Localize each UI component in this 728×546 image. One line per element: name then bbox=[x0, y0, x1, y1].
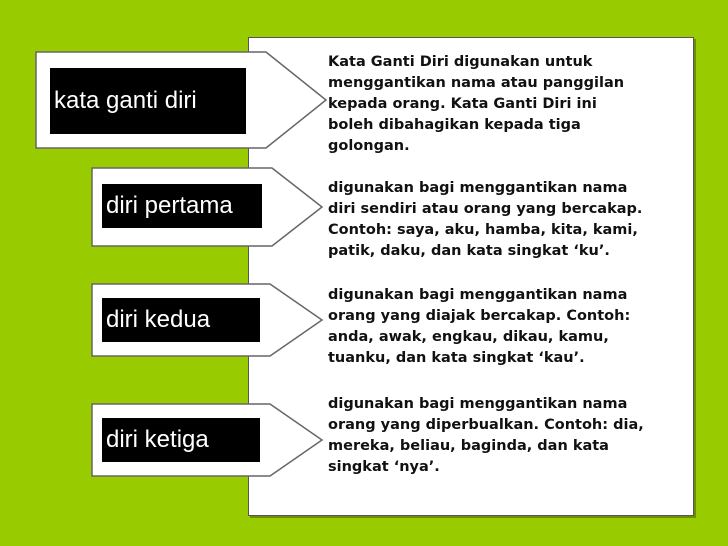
description-line: tuanku, dan kata singkat ‘kau’. bbox=[328, 350, 585, 366]
description-line: kepada orang. Kata Ganti Diri ini bbox=[328, 96, 597, 112]
description-line: mereka, beliau, baginda, dan kata bbox=[328, 438, 609, 454]
description-line: singkat ‘nya’. bbox=[328, 459, 440, 475]
label-diri-kedua: diri kedua bbox=[102, 298, 260, 342]
callout-kata-ganti-diri bbox=[36, 52, 326, 148]
description-line: Contoh: saya, aku, hamba, kita, kami, bbox=[328, 222, 638, 238]
description-line: Kata Ganti Diri digunakan untuk bbox=[328, 54, 593, 70]
description-line: diri sendiri atau orang yang bercakap. bbox=[328, 201, 643, 217]
description-kata-ganti-diri bbox=[328, 52, 683, 157]
label-diri-pertama: diri pertama bbox=[102, 184, 262, 228]
description-line: orang yang diajak bercakap. Contoh: bbox=[328, 308, 631, 324]
label-kata-ganti-diri: kata ganti diri bbox=[50, 68, 246, 134]
description-line: boleh dibahagikan kepada tiga bbox=[328, 117, 581, 133]
label-diri-ketiga: diri ketiga bbox=[102, 418, 260, 462]
description-diri-pertama bbox=[328, 178, 683, 262]
description-line: anda, awak, engkau, dikau, kamu, bbox=[328, 329, 609, 345]
description-line: menggantikan nama atau panggilan bbox=[328, 75, 625, 91]
description-line: patik, daku, dan kata singkat ‘ku’. bbox=[328, 243, 610, 259]
description-line: digunakan bagi menggantikan nama bbox=[328, 180, 628, 196]
description-line: orang yang diperbualkan. Contoh: dia, bbox=[328, 417, 644, 433]
callout-diri-ketiga bbox=[92, 404, 322, 476]
callout-diri-kedua bbox=[92, 284, 322, 356]
callout-diri-pertama bbox=[92, 168, 322, 246]
description-line: digunakan bagi menggantikan nama bbox=[328, 396, 628, 412]
description-line: golongan. bbox=[328, 138, 410, 154]
description-diri-kedua bbox=[328, 285, 683, 369]
description-line: digunakan bagi menggantikan nama bbox=[328, 287, 628, 303]
description-diri-ketiga bbox=[328, 394, 683, 478]
